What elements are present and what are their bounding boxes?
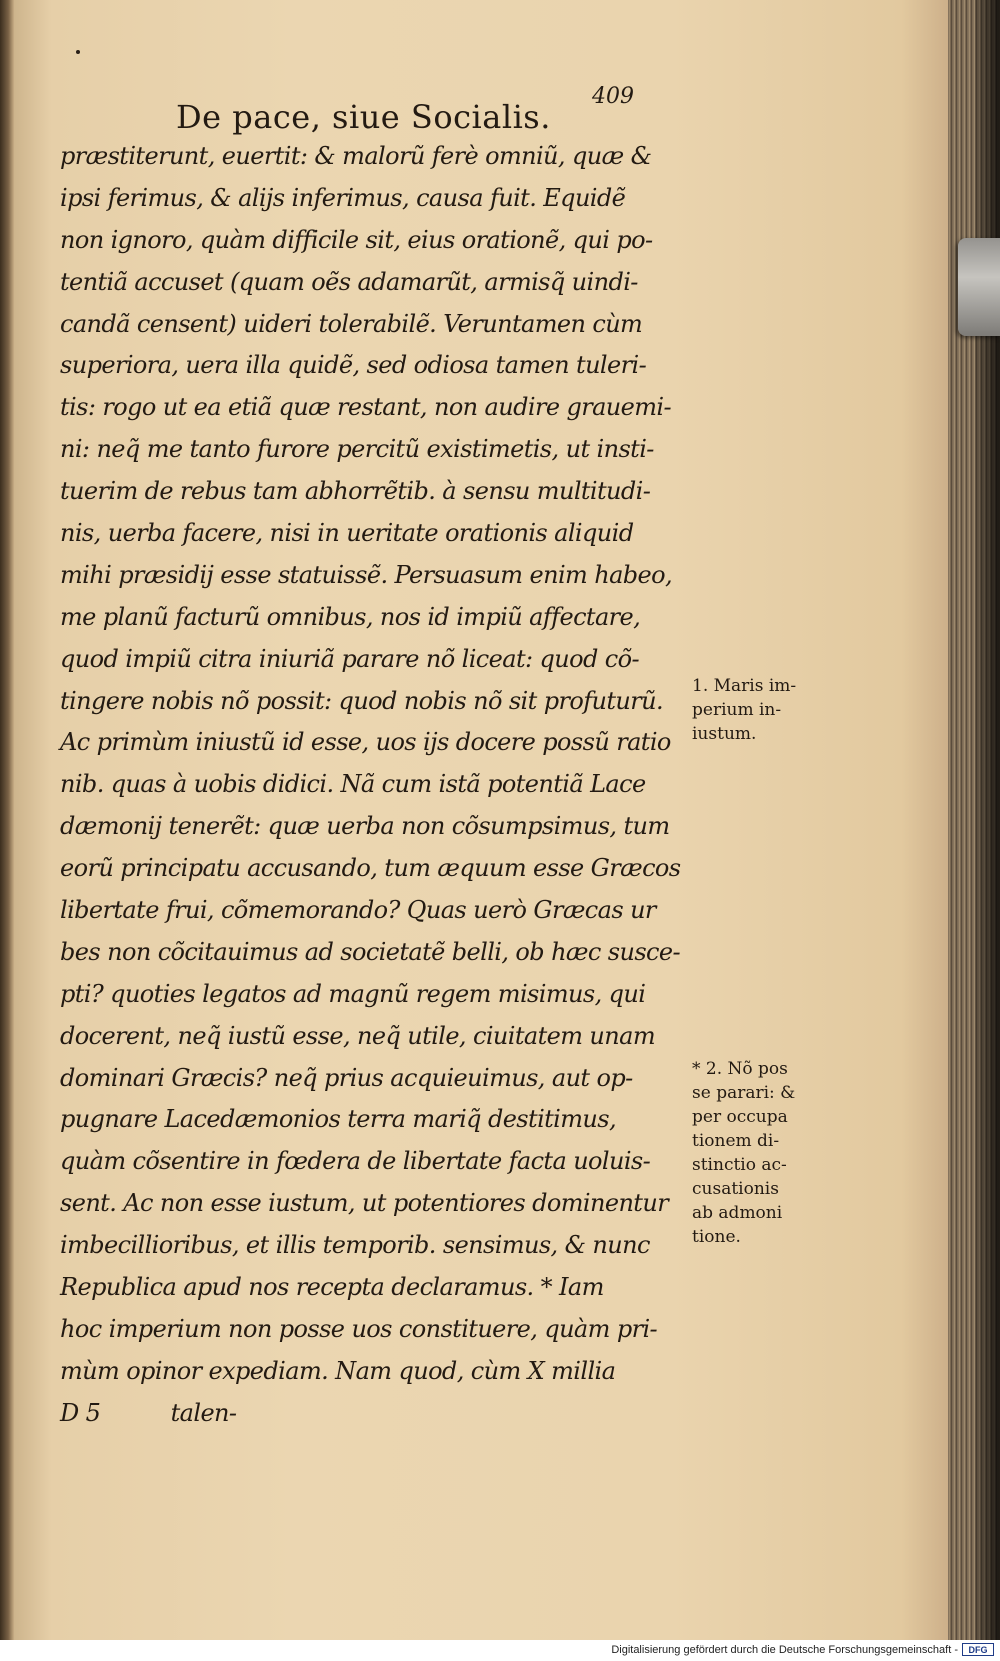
text-line: imbecillioribus, et illis temporib. sensimus, & nunc xyxy=(60,1231,650,1260)
body-text xyxy=(60,136,700,1435)
text-line: quàm cõsentire in fœdera de libertate facta uoluis- xyxy=(60,1147,651,1176)
text-line: sent. Ac non esse iustum, ut potentiores dominentur xyxy=(60,1189,669,1218)
text-line: non ignoro, quàm difficile sit, eius orationẽ, qui po- xyxy=(60,225,653,254)
marginal-line: cusationis xyxy=(692,1179,779,1199)
footer-credit: Digitalisierung gefördert durch die Deutsche Forschungsgemeinschaft - xyxy=(611,1644,958,1656)
marginal-line: per occupa xyxy=(692,1107,788,1127)
text-line: Republica apud nos recepta declaramus. * Iam xyxy=(60,1273,604,1302)
running-head: De pace, siue Socialis. xyxy=(176,98,551,136)
text-line: pti? quoties legatos ad magnũ regem misimus, qui xyxy=(60,979,646,1008)
text-line: superiora, uera illa quidẽ, sed odiosa tamen tuleri- xyxy=(60,351,647,380)
text-line: nib. quas à uobis didici. Nã cum istã potentiã Lace xyxy=(60,770,646,799)
text-line: Ac primùm iniustũ id esse, uos ijs docere possũ ratio xyxy=(60,728,671,757)
text-line: dominari Græcis? neq̃ prius acquieuimus, aut op- xyxy=(60,1063,633,1092)
text-line: bes non cõcitauimus ad societatẽ belli, ob hæc susce- xyxy=(60,937,680,966)
page-clip xyxy=(958,238,1000,336)
text-line: eorũ principatu accusando, tum æquum esse Græcos xyxy=(60,854,681,883)
text-line: ni: neq̃ me tanto furore percitũ existimetis, ut insti- xyxy=(60,435,654,464)
text-line: nis, uerba facere, nisi in ueritate orationis aliquid xyxy=(60,519,634,548)
dfg-logo: DFG xyxy=(962,1643,994,1656)
text-line: præstiterunt, euertit: & malorũ ferè omniũ, quæ & xyxy=(60,142,652,170)
text-line: tis: rogo ut ea etiã quæ restant, non audire grauemi- xyxy=(60,393,672,422)
text-line: tuerim de rebus tam abhorrẽtib. à sensu multitudi- xyxy=(60,477,651,506)
text-line: tingere nobis nõ possit: quod nobis nõ sit profuturũ. xyxy=(60,686,663,715)
text-line: mùm opinor expediam. Nam quod, cùm X millia xyxy=(60,1356,616,1385)
marginal-line: tione. xyxy=(692,1227,741,1247)
marginal-line: * 2. Nõ pos xyxy=(692,1059,788,1079)
marginal-line: se parari: & xyxy=(692,1083,796,1103)
text-line: quod impiũ citra iniuriã parare nõ liceat: quod cõ- xyxy=(60,644,639,673)
text-line: candã censent) uideri tolerabilẽ. Veruntamen cùm xyxy=(60,309,643,338)
marginal-line: iustum. xyxy=(692,724,757,744)
text-line: pugnare Lacedæmonios terra mariq̃ destitimus, xyxy=(60,1105,617,1134)
text-line: ipsi ferimus, & alijs inferimus, causa fuit. Equidẽ xyxy=(60,183,626,212)
marginal-line: perium in- xyxy=(692,700,782,720)
page-number: 409 xyxy=(592,84,634,109)
marginal-line: tionem di- xyxy=(692,1131,780,1151)
text-line: tentiã accuset (quam oẽs adamarũt, armisq̃ uindi- xyxy=(60,267,638,296)
ink-speck xyxy=(76,50,80,54)
marginal-line: 1. Maris im- xyxy=(692,676,797,696)
text-line: hoc imperium non posse uos constituere, quàm pri- xyxy=(60,1314,658,1343)
text-line: me planũ facturũ omnibus, nos id impiũ affectare, xyxy=(60,602,641,631)
signature-catchword: D 5 talen- xyxy=(60,1398,237,1427)
text-line: mihi præsidij esse statuissẽ. Persuasum enim habeo, xyxy=(60,560,673,589)
marginal-note-1 xyxy=(692,674,810,746)
binding-edge xyxy=(0,0,14,1640)
marginal-line: ab admoni xyxy=(692,1203,783,1223)
marginal-note-2 xyxy=(692,1057,810,1249)
marginal-line: stinctio ac- xyxy=(692,1155,787,1175)
text-line: dæmonij tenerẽt: quæ uerba non cõsumpsimus, tum xyxy=(60,812,670,841)
text-line: docerent, neq̃ iustũ esse, neq̃ utile, ciuitatem unam xyxy=(60,1021,656,1050)
text-line: libertate frui, cõmemorando? Quas uerò Græcas ur xyxy=(60,896,656,925)
